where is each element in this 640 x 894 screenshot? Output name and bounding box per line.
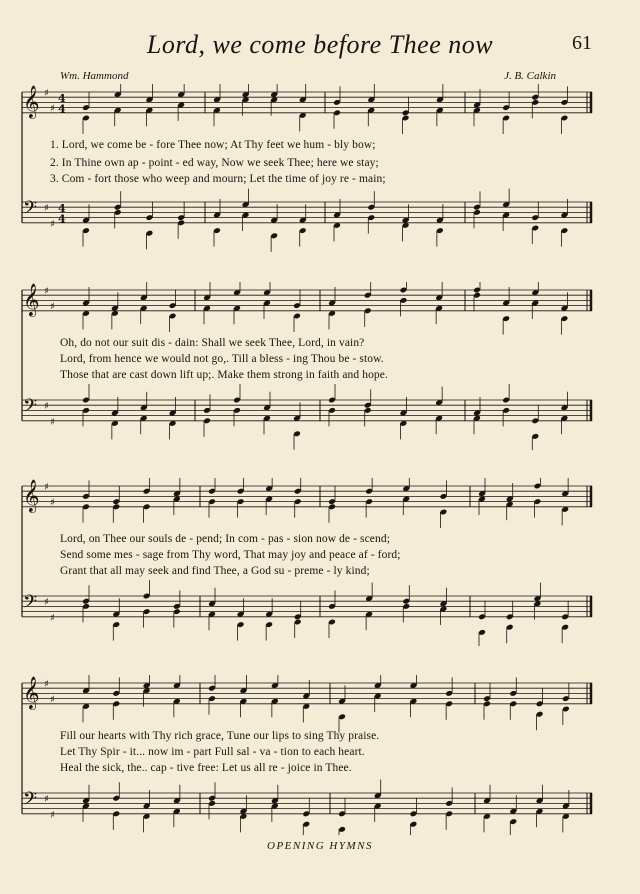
- score-staves-3: [0, 478, 640, 646]
- lyric-verse-2-2: Lord, from hence we would not go,. Till a bless - ing Thou be - stow.: [60, 353, 384, 365]
- composer-credit: Wm. Hammond: [60, 70, 129, 82]
- sharp-icon: ♯: [50, 218, 55, 230]
- treble-clef-icon: 𝄞: [23, 85, 40, 118]
- page-number: 61: [572, 32, 592, 54]
- footer-caption: OPENING HYMNS: [267, 840, 373, 852]
- music-system-4: [0, 675, 640, 835]
- sharp-icon: ♯: [50, 301, 55, 313]
- lyric-verse-4-1: Fill our hearts with Thy rich grace, Tune our lips to sing Thy praise.: [60, 730, 380, 742]
- music-system-2: [0, 282, 640, 450]
- sharp-icon: ♯: [44, 794, 49, 806]
- author-credit: J. B. Calkin: [504, 70, 556, 82]
- lyric-verse-3-2: Send some mes - sage from Thy word, That may joy and peace af - ford;: [60, 549, 401, 561]
- sharp-icon: ♯: [44, 679, 49, 690]
- sharp-icon: ♯: [44, 597, 49, 609]
- sharp-icon: ♯: [50, 497, 55, 509]
- bass-clef-icon: 𝄢: [23, 789, 38, 814]
- page-title: Lord, we come before Thee now: [146, 30, 494, 59]
- lyric-verse-1-3: 3. Com - fort those who weep and mourn; Let the time of joy re - main;: [50, 173, 386, 185]
- sharp-icon: ♯: [44, 286, 49, 297]
- treble-clef-icon: 𝄞: [23, 479, 40, 512]
- lyric-verse-4-3: Heal the sick, the.. cap - tive free: Let us all re - joice in Thee.: [60, 762, 352, 774]
- sharp-icon: ♯: [44, 482, 49, 493]
- lyric-verse-3-3: Grant that all may seek and find Thee, a God su - preme - ly kind;: [60, 565, 370, 577]
- sharp-icon: ♯: [50, 612, 55, 624]
- lyric-verse-2-1: Oh, do not our suit dis - dain: Shall we seek Thee, Lord, in vain?: [60, 337, 365, 349]
- treble-clef-icon: 𝄞: [23, 676, 40, 709]
- lyric-verse-1-2: 2. In Thine own ap - point - ed way, Now we seek Thee; here we stay;: [50, 157, 379, 169]
- music-system-3: [0, 478, 640, 646]
- bass-clef-icon: 𝄢: [23, 198, 38, 223]
- music-system-1: [0, 84, 640, 252]
- sharp-icon: ♯: [44, 401, 49, 413]
- bass-clef-icon: 𝄢: [23, 592, 38, 617]
- time-signature-top: 4: [58, 92, 66, 105]
- sharp-icon: ♯: [50, 694, 55, 706]
- time-signature-top: 4: [58, 202, 66, 215]
- lyric-verse-3-1: Lord, on Thee our souls de - pend; In com - pas - sion now de - scend;: [60, 533, 390, 545]
- time-signature-bottom: 4: [58, 102, 66, 116]
- sharp-icon: ♯: [50, 809, 55, 821]
- lyric-verse-1-1: 1. Lord, we come be - fore Thee now; At Thy feet we hum - bly bow;: [50, 139, 376, 151]
- sharp-icon: ♯: [44, 203, 49, 215]
- sharp-icon: ♯: [50, 416, 55, 428]
- sharp-icon: ♯: [44, 88, 49, 99]
- treble-clef-icon: 𝄞: [23, 283, 40, 316]
- sharp-icon: ♯: [50, 103, 55, 115]
- bass-clef-icon: 𝄢: [23, 396, 38, 421]
- lyric-verse-2-3: Those that are cast down lift up;. Make them strong in faith and hope.: [60, 369, 388, 381]
- lyric-verse-4-2: Let Thy Spir - it... now im - part Full sal - va - tion to each heart.: [60, 746, 365, 758]
- time-signature-bottom: 4: [58, 212, 66, 226]
- score-staves-2: [0, 282, 640, 450]
